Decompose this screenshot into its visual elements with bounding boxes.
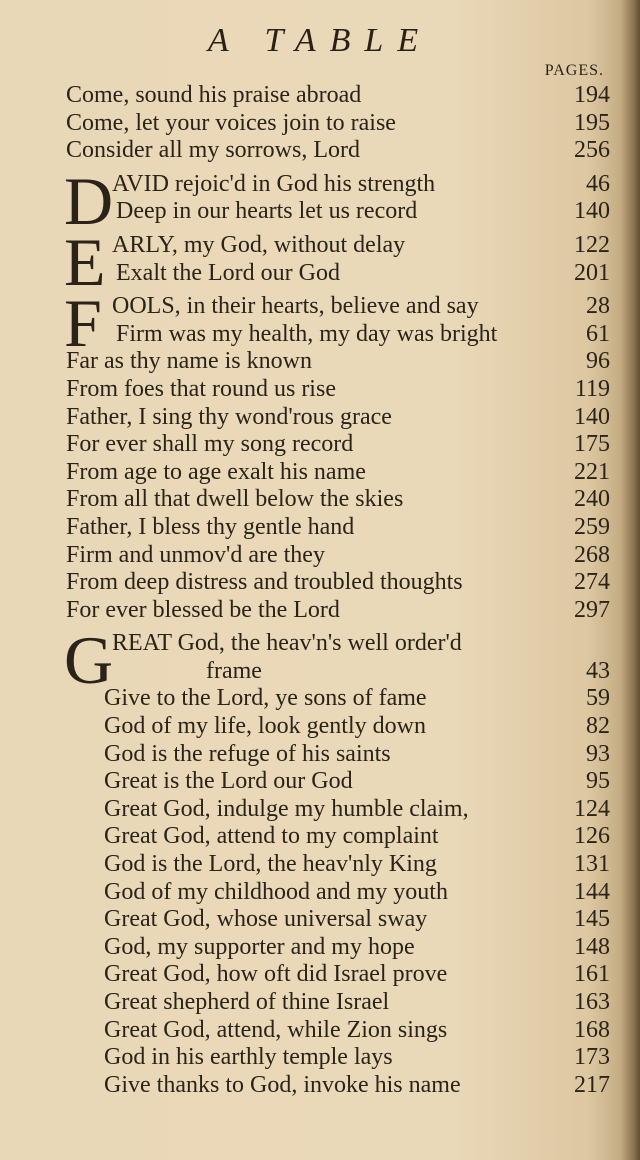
index-entry (0, 459, 640, 487)
entry-page: 61 (586, 320, 610, 347)
index-entry (0, 1044, 640, 1072)
entry-page: 96 (586, 348, 610, 375)
entry-text: Great God, how oft did Israel prove (104, 961, 448, 988)
index-entry (0, 569, 640, 597)
entry-text: God, my supporter and my hope (104, 933, 415, 960)
pages-column-label: PAGES. (544, 62, 604, 79)
entry-page: 122 (574, 231, 610, 258)
index-entry (0, 110, 640, 138)
entry-page: 95 (586, 768, 610, 795)
letter-group-e (0, 223, 640, 300)
entry-page: 144 (574, 878, 610, 905)
entry-page: 201 (574, 259, 610, 286)
entry-page: 161 (574, 961, 610, 988)
entry-page: 82 (586, 713, 610, 740)
index-entry (0, 1017, 640, 1045)
entry-page: 173 (574, 1044, 610, 1071)
entry-text: Great God, attend to my complaint (104, 823, 439, 850)
index-entry (0, 685, 640, 713)
entry-text: Give thanks to God, invoke his name (104, 1071, 461, 1098)
entry-text: From deep distress and troubled thoughts (66, 569, 463, 596)
entry-text: AVID rejoic'd in God his strength (112, 170, 436, 197)
index-entry (0, 293, 640, 321)
entry-text: Exalt the Lord our God (116, 259, 340, 286)
entry-page: 93 (586, 740, 610, 767)
index-entry (0, 1072, 640, 1100)
index-entry (0, 137, 640, 165)
entry-page: 221 (574, 458, 610, 485)
entry-page: 163 (574, 989, 610, 1015)
index-entry (0, 851, 640, 879)
entry-text: Give to the Lord, ye sons of fame (104, 685, 427, 712)
index-entry (0, 630, 640, 658)
index-entry (0, 741, 640, 769)
index-entry (0, 542, 640, 570)
index-entries (0, 82, 640, 1099)
entry-text: Great shepherd of thine Israel (104, 989, 390, 1015)
entry-page: 256 (574, 137, 610, 164)
entry-page: 59 (586, 685, 610, 712)
index-entry (0, 348, 640, 376)
index-entry (0, 431, 640, 459)
index-entry (0, 404, 640, 432)
entry-page: 148 (574, 933, 610, 960)
drop-cap-initial: F (64, 285, 102, 362)
index-entry (0, 934, 640, 962)
entry-text: Come, sound his praise abroad (66, 82, 362, 108)
letter-group-d (0, 162, 640, 239)
entry-text: Consider all my sorrows, Lord (66, 137, 360, 164)
entry-text: ARLY, my God, without delay (112, 231, 406, 258)
index-entry (0, 376, 640, 404)
index-entry (0, 989, 640, 1017)
entry-page: 240 (574, 486, 610, 513)
entry-page: 140 (574, 403, 610, 430)
index-entry (0, 171, 640, 199)
entry-text: OOLS, in their hearts, believe and say (112, 293, 479, 320)
entry-text: Father, I bless thy gentle hand (66, 513, 355, 540)
page-title: A TABLE (207, 22, 433, 59)
entry-page: 217 (574, 1071, 610, 1098)
index-entry (0, 514, 640, 542)
entry-text: God is the refuge of his saints (104, 740, 391, 767)
entry-text: Deep in our hearts let us record (116, 198, 418, 225)
entry-page: 126 (574, 823, 610, 850)
entry-text: From age to age exalt his name (66, 458, 366, 485)
entry-page: 119 (574, 375, 610, 402)
entry-page: 131 (574, 851, 610, 878)
entry-text: God is the Lord, the heav'nly King (104, 851, 437, 878)
index-entry (0, 597, 640, 625)
entry-page: 168 (574, 1016, 610, 1043)
entry-text: frame (206, 657, 262, 684)
drop-cap-initial: E (64, 223, 106, 300)
entry-page: 145 (574, 906, 610, 933)
entry-page: 195 (574, 109, 610, 136)
entry-page: 28 (586, 293, 610, 320)
entry-page: 46 (586, 170, 610, 197)
entry-text: Great is the Lord our God (104, 768, 353, 795)
index-entry (0, 961, 640, 989)
entry-text: From all that dwell below the skies (66, 486, 404, 513)
entry-page: 297 (574, 596, 610, 623)
entry-text: God of my life, look gently down (104, 713, 426, 740)
entry-text: For ever blessed be the Lord (66, 596, 340, 623)
entry-text: Come, let your voices join to raise (66, 109, 396, 136)
index-entry (0, 260, 640, 288)
entry-page: 274 (574, 569, 610, 596)
entry-text: Great God, attend, while Zion sings (104, 1016, 448, 1043)
index-entry (0, 879, 640, 907)
entry-page: 43 (586, 657, 610, 684)
entry-text: REAT God, the heav'n's well order'd (112, 630, 462, 657)
entry-text: Great God, whose universal sway (104, 906, 428, 933)
letter-group-g (0, 622, 640, 1099)
index-entry (0, 232, 640, 260)
index-entry (0, 198, 640, 226)
entry-text: Firm and unmov'd are they (66, 541, 325, 568)
entry-text: Father, I sing thy wond'rous grace (66, 403, 392, 430)
index-entry (0, 768, 640, 796)
drop-cap-initial: G (64, 622, 114, 699)
index-entry (0, 823, 640, 851)
entry-text: For ever shall my song record (66, 431, 354, 458)
entry-text: From foes that round us rise (66, 375, 336, 402)
entry-text: Great God, indulge my humble claim, (104, 795, 469, 822)
entry-page: 259 (574, 513, 610, 540)
index-entry (0, 906, 640, 934)
entry-text: Firm was my health, my day was bright (116, 320, 498, 347)
entry-text: God of my childhood and my youth (104, 878, 448, 905)
entry-page: 268 (574, 541, 610, 568)
index-entry (0, 486, 640, 514)
entry-page: 194 (574, 82, 610, 108)
index-entry (0, 796, 640, 824)
entry-text: God in his earthly temple lays (104, 1044, 393, 1071)
index-entry (0, 82, 640, 110)
entry-page: 140 (574, 198, 610, 225)
drop-cap-initial: D (64, 162, 114, 239)
index-entry (0, 321, 640, 349)
entry-page: 124 (574, 795, 610, 822)
entry-page: 175 (574, 431, 610, 458)
entry-text: Far as thy name is known (66, 348, 312, 375)
index-entry (0, 658, 640, 686)
letter-group-f (0, 285, 640, 624)
index-entry (0, 713, 640, 741)
